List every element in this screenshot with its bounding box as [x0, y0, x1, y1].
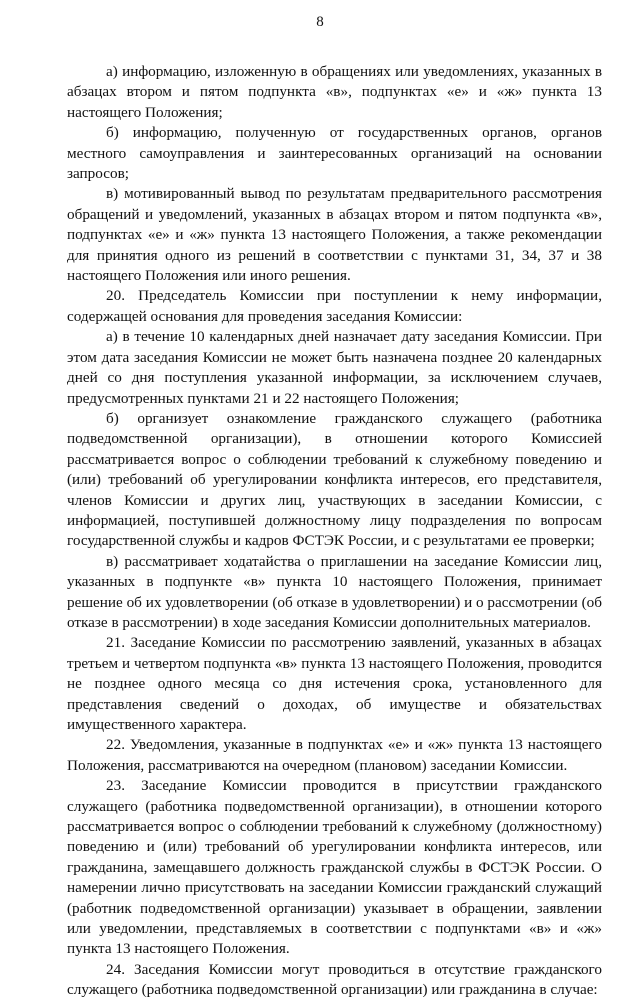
paragraph-20b: б) организует ознакомление гражданского служащего (работника подведомственной организации), в отношении которого Комиссией рассматривается вопрос о соблюдении требований к служебному поведению и (или) требований об урегулировании конфликта интересов, его представителя, членов Комиссии и других лиц, участвующих в заседании Комиссии, с информацией, поступившей должностному лицу подразделения по вопросам государственной службы и кадров ФСТЭК России, и с результатами ее проверки;: [67, 409, 602, 550]
paragraph-20c: в) рассматривает ходатайства о приглашении на заседание Комиссии лиц, указанных в подпункте «в» пункта 10 настоящего Положения, принимает решение об их удовлетворении (об отказе в удовлетворении) и о рассмотрении (об отказе в рассмотрении) в ходе заседания Комиссии дополнительных материалов.: [67, 552, 602, 631]
page-number: 8: [316, 14, 324, 30]
paragraph-22: 22. Уведомления, указанные в подпунктах «е» и «ж» пункта 13 настоящего Положения, рассматриваются на очередном (плановом) заседании Комиссии.: [67, 736, 602, 774]
document-body: [67, 62, 602, 1001]
paragraph-20: 20. Председатель Комиссии при поступлении к нему информации, содержащей основания для проведения заседания Комиссии:: [67, 287, 602, 325]
paragraph-19a: а) информацию, изложенную в обращениях или уведомлениях, указанных в абзацах втором и пятом подпункта «в», подпунктах «е» и «ж» пункта 13 настоящего Положения;: [67, 63, 602, 121]
paragraph-19b: б) информацию, полученную от государственных органов, органов местного самоуправления и заинтересованных организаций на основании запросов;: [67, 124, 602, 183]
paragraph-23: 23. Заседание Комиссии проводится в присутствии гражданского служащего (работника подведомственной организации), в отношении которого рассматривается вопрос о соблюдении требований к служебному (должностному) поведению и (или) требований об урегулировании конфликта интересов, или гражданина, замещавшего должность гражданской службы в ФСТЭК России. О намерении лично присутствовать на заседании Комиссии гражданский служащий (работник подведомственной организации) указывает в обращении, заявлении или уведомлении, представляемых в соответствии с подпунктами «в» и «ж» пункта 13 настоящего Положения.: [67, 777, 602, 958]
paragraph-21: 21. Заседание Комиссии по рассмотрению заявлений, указанных в абзацах третьем и четвертом подпункта «в» пункта 13 настоящего Положения, проводится не позднее одного месяца со дня истечения срока, установленного для представления сведений о доходах, об имуществе и обязательствах имущественного характера.: [67, 634, 602, 733]
paragraph-24: 24. Заседания Комиссии могут проводиться в отсутствие гражданского служащего (работника подведомственной организации) или гражданина в случае:: [67, 960, 602, 999]
paragraph-19c: в) мотивированный вывод по результатам предварительного рассмотрения обращений и уведомлений, указанных в абзацах втором и пятом подпункта «в», подпунктах «е» и «ж» пункта 13 настоящего Положения, а также рекомендации для принятия одного из решений в соответствии с пунктами 31, 34, 37 и 38 настоящего Положения или иного решения.: [67, 185, 602, 285]
paragraph-20a: а) в течение 10 календарных дней назначает дату заседания Комиссии. При этом дата заседания Комиссии не может быть назначена позднее 20 календарных дней со дня поступления указанной информации, за исключением случаев, предусмотренных пунктами 21 и 22 настоящего Положения;: [67, 328, 602, 407]
